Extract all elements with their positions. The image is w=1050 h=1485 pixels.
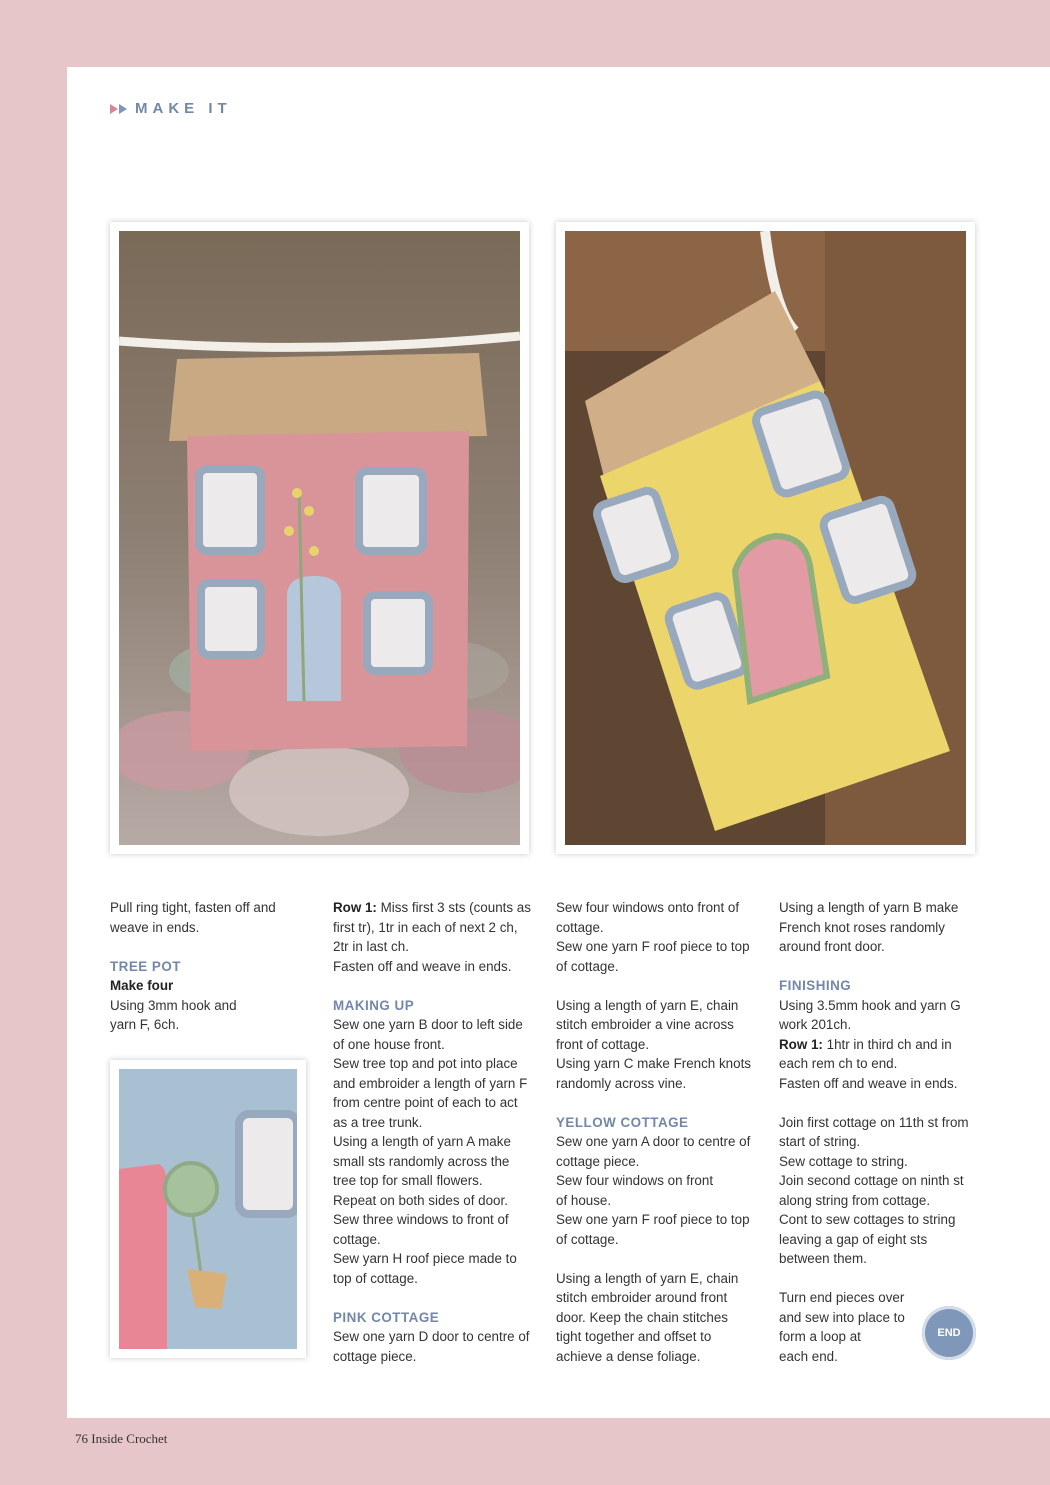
paragraph: form a loop at (779, 1329, 861, 1344)
paragraph: Fasten off and weave in ends. (333, 958, 512, 974)
paragraph: and sew into place to (779, 1309, 905, 1325)
page-number: 76 (75, 1431, 88, 1446)
paragraph: each end. (779, 1348, 838, 1364)
paragraph: Sew four windows on front (556, 1173, 714, 1188)
paragraph: of house. (556, 1192, 612, 1208)
heading-tree-pot: TREE POT (110, 958, 181, 974)
paragraph: Sew one yarn F roof piece to top of cottage. (556, 939, 750, 974)
heading-finishing: FINISHING (779, 978, 852, 993)
make-count: Make four (110, 978, 174, 993)
paragraph: Sew three windows to front of cottage. (333, 1212, 509, 1247)
paragraph: Cont to sew cottages to string leaving a gap of eight sts between them. (779, 1212, 956, 1266)
page-footer (75, 1431, 167, 1447)
end-badge: END (922, 1306, 976, 1360)
heading-yellow-cottage: YELLOW COTTAGE (556, 1114, 689, 1130)
row-text: Miss first 3 sts (counts as first tr), 1tr in each of next 2 ch, 2tr in last ch. (333, 900, 531, 954)
paragraph: Join second cottage on ninth st along string from cottage. (779, 1173, 964, 1208)
paragraph: Sew four windows onto front of cottage. (556, 900, 740, 935)
paragraph: Using 3mm hook and (110, 997, 237, 1013)
paragraph: Join first cottage on 11th st from start of string. (779, 1114, 969, 1149)
heading-pink-cottage: PINK COTTAGE (333, 1309, 440, 1325)
paragraph: Sew tree top and pot into place and embroider a length of yarn F from centre point of each to act as a tree trunk. (333, 1056, 528, 1130)
text-column-4 (779, 898, 979, 1366)
double-arrow-icon (110, 104, 127, 114)
paragraph: Using yarn C make French knots randomly across vine. (556, 1056, 751, 1091)
row-label: Row 1: (779, 1036, 823, 1052)
text-column-2 (333, 898, 533, 1366)
paragraph: Sew yarn H roof piece made to top of cottage. (333, 1251, 517, 1286)
row-label: Row 1: (333, 900, 377, 915)
text-column-3 (556, 898, 756, 1366)
paragraph: Using a length of yarn B make French knot roses randomly around front door. (779, 900, 959, 954)
paragraph: Sew one yarn A door to centre of cottage piece. (556, 1134, 751, 1169)
section-label: MAKE IT (135, 100, 232, 117)
paragraph: Using 3.5mm hook and yarn G work 201ch. (779, 997, 961, 1032)
paragraph: Sew one yarn B door to left side of one house front. (333, 1017, 523, 1052)
paragraph: Fasten off and weave in ends. (779, 1075, 958, 1091)
photo-tree-pot-detail (110, 1060, 306, 1358)
paragraph: Repeat on both sides of door. (333, 1192, 508, 1208)
photo-pink-cottage (110, 222, 529, 854)
paragraph: Pull ring tight, fasten off and weave in ends. (110, 900, 276, 935)
paragraph: yarn F, 6ch. (110, 1017, 180, 1032)
paragraph: Sew one yarn D door to centre of cottage piece. (333, 1329, 530, 1364)
text-column-1 (110, 898, 310, 1035)
paragraph: Sew cottage to string. (779, 1153, 908, 1169)
paragraph (779, 1035, 979, 1074)
paragraph: Sew one yarn F roof piece to top of cottage. (556, 1212, 750, 1247)
paragraph (333, 898, 533, 957)
section-header (110, 100, 232, 117)
row-text: 1htr in third ch and in each rem ch to end. (779, 1036, 952, 1071)
photo-yellow-cottage (556, 222, 975, 854)
paragraph: Using a length of yarn A make small sts randomly across the tree top for small flowers. (333, 1134, 511, 1188)
paragraph: Turn end pieces over (779, 1290, 905, 1305)
paragraph: Using a length of yarn E, chain stitch embroider around front door. Keep the chain stitches tight together and offset to achieve a dense foliage. (556, 1270, 739, 1364)
heading-making-up: MAKING UP (333, 997, 415, 1013)
magazine-name: Inside Crochet (91, 1431, 168, 1446)
paragraph: Using a length of yarn E, chain stitch embroider a vine across front of cottage. (556, 997, 739, 1052)
